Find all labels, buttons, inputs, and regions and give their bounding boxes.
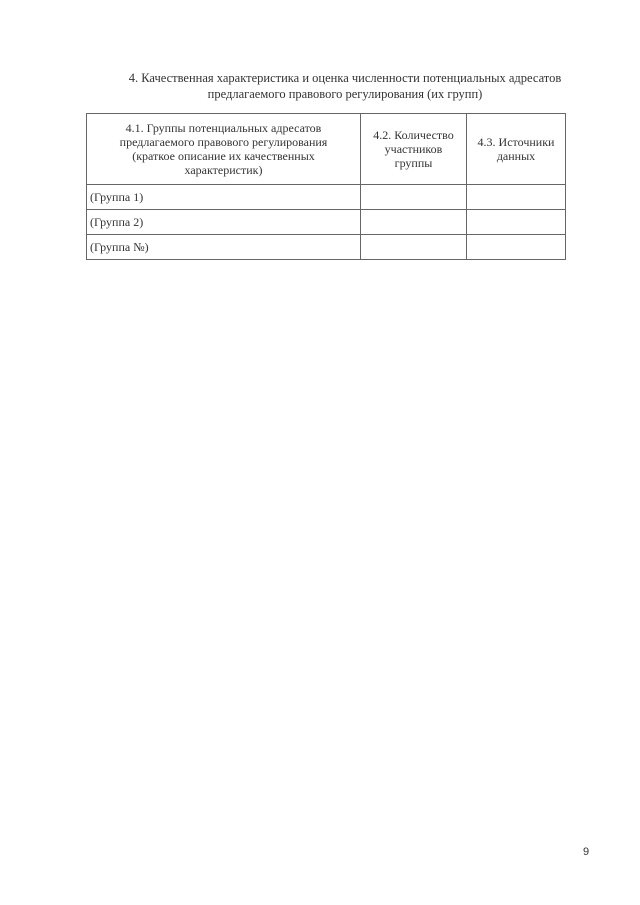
header-groups: [87, 114, 361, 185]
table-row: [87, 210, 566, 235]
cell-group: (Группа №): [87, 235, 361, 260]
header-groups-line: характеристик): [184, 163, 263, 177]
cell-count: [361, 235, 467, 260]
header-count-line: группы: [394, 156, 433, 170]
header-count-line: 4.2. Количество: [373, 128, 454, 142]
section-heading-line-2: предлагаемого правового регулирования (их групп): [207, 87, 483, 101]
header-sources: [467, 114, 566, 185]
header-groups-line: 4.1. Группы потенциальных адресатов: [125, 121, 322, 135]
cell-group: (Группа 1): [87, 185, 361, 210]
addressees-table: [86, 113, 566, 260]
cell-count: [361, 210, 467, 235]
cell-sources: [467, 210, 566, 235]
header-sources-line: 4.3. Источники: [477, 135, 555, 149]
header-groups-line: предлагаемого правового регулирования: [119, 135, 328, 149]
header-groups-line: (краткое описание их качественных: [132, 149, 315, 163]
header-count-line: участников: [384, 142, 443, 156]
table-row: [87, 185, 566, 210]
table-header-row: [87, 114, 566, 185]
cell-group: (Группа 2): [87, 210, 361, 235]
cell-count: [361, 185, 467, 210]
section-heading: [100, 70, 590, 102]
cell-sources: [467, 235, 566, 260]
page-number: 9: [583, 846, 590, 858]
header-count: [361, 114, 467, 185]
header-sources-line: данных: [496, 149, 536, 163]
section-heading-line-1: 4. Качественная характеристика и оценка численности потенциальных адресатов: [128, 71, 562, 85]
cell-sources: [467, 185, 566, 210]
table-row: [87, 235, 566, 260]
